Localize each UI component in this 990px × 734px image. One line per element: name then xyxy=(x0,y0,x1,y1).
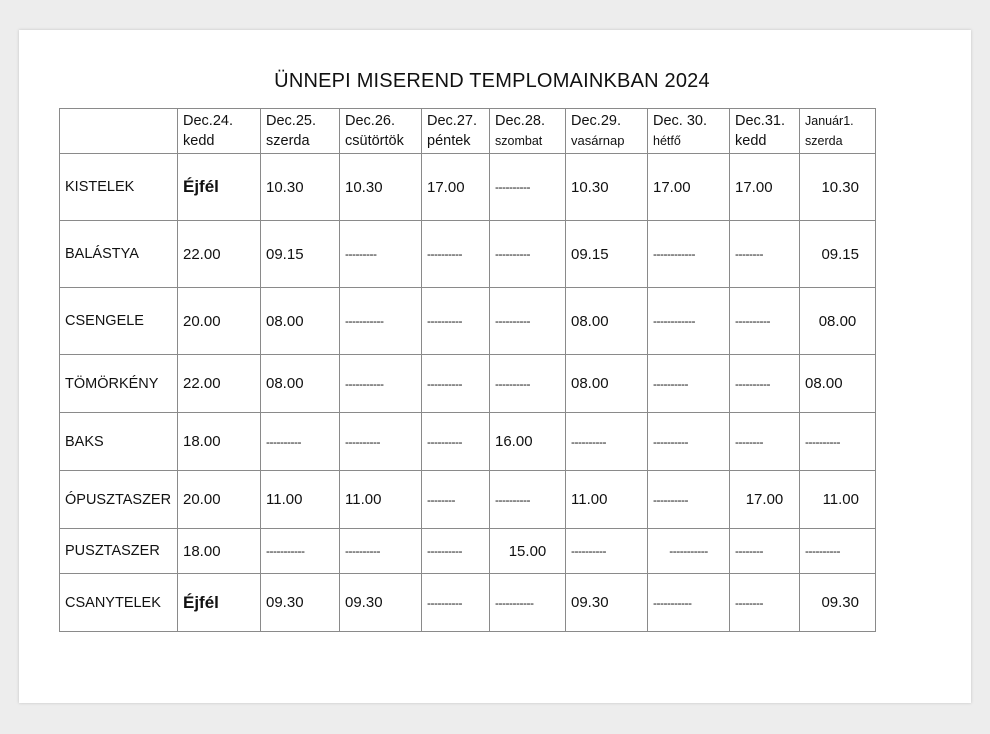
time-cell: ---------- xyxy=(648,413,730,471)
time-cell: 18.00 xyxy=(178,413,261,471)
time-cell: 17.00 xyxy=(730,471,800,529)
time-cell: -------- xyxy=(730,413,800,471)
place-cell: TÖMÖRKÉNY xyxy=(60,355,178,413)
time-cell: ---------- xyxy=(490,221,566,288)
time-cell: ---------- xyxy=(422,413,490,471)
time-cell: -------- xyxy=(730,221,800,288)
header-cell-dec26: Dec.26. csütörtök xyxy=(340,109,422,154)
place-cell: KISTELEK xyxy=(60,154,178,221)
time-cell: ---------- xyxy=(490,288,566,355)
header-row xyxy=(60,109,876,154)
mass-schedule-table xyxy=(59,108,876,632)
place-cell: BAKS xyxy=(60,413,178,471)
time-cell: 22.00 xyxy=(178,221,261,288)
time-cell: ---------- xyxy=(648,471,730,529)
time-cell: ---------- xyxy=(261,413,340,471)
header-cell-dec30: Dec. 30. hétfő xyxy=(648,109,730,154)
time-cell: Éjfél xyxy=(178,574,261,632)
time-cell: ---------- xyxy=(566,413,648,471)
table-row xyxy=(60,471,876,529)
time-cell: ---------- xyxy=(490,471,566,529)
table-row xyxy=(60,221,876,288)
time-cell: ---------- xyxy=(730,355,800,413)
time-cell: 20.00 xyxy=(178,471,261,529)
place-cell: PUSZTASZER xyxy=(60,529,178,574)
time-cell: 08.00 xyxy=(261,355,340,413)
time-cell: 08.00 xyxy=(566,355,648,413)
time-cell: 11.00 xyxy=(800,471,876,529)
time-cell: 15.00 xyxy=(490,529,566,574)
place-cell: ÓPUSZTASZER xyxy=(60,471,178,529)
place-cell: CSENGELE xyxy=(60,288,178,355)
time-cell: 11.00 xyxy=(566,471,648,529)
time-cell: ----------- xyxy=(340,355,422,413)
time-cell: ------------ xyxy=(648,288,730,355)
time-cell: ---------- xyxy=(422,574,490,632)
table-row xyxy=(60,288,876,355)
time-cell: 17.00 xyxy=(648,154,730,221)
time-cell: ---------- xyxy=(340,529,422,574)
header-cell-dec24: Dec.24. kedd xyxy=(178,109,261,154)
table-row xyxy=(60,154,876,221)
header-cell-dec25: Dec.25. szerda xyxy=(261,109,340,154)
time-cell: 16.00 xyxy=(490,413,566,471)
time-cell: 10.30 xyxy=(566,154,648,221)
time-cell: ------------ xyxy=(648,221,730,288)
time-cell: 11.00 xyxy=(261,471,340,529)
time-cell: 11.00 xyxy=(340,471,422,529)
time-cell: 09.30 xyxy=(261,574,340,632)
table-row xyxy=(60,413,876,471)
time-cell: 09.15 xyxy=(566,221,648,288)
time-cell: 09.30 xyxy=(566,574,648,632)
header-cell-jan1: Január1. szerda xyxy=(800,109,876,154)
time-cell: 10.30 xyxy=(800,154,876,221)
time-cell: 10.30 xyxy=(340,154,422,221)
place-cell: CSANYTELEK xyxy=(60,574,178,632)
time-cell: ----------- xyxy=(261,529,340,574)
time-cell: ---------- xyxy=(422,288,490,355)
time-cell: -------- xyxy=(730,529,800,574)
time-cell: 18.00 xyxy=(178,529,261,574)
time-cell: 09.30 xyxy=(340,574,422,632)
time-cell: ---------- xyxy=(566,529,648,574)
header-cell-dec29: Dec.29. vasárnap xyxy=(566,109,648,154)
time-cell: ----------- xyxy=(648,574,730,632)
time-cell: 17.00 xyxy=(422,154,490,221)
place-cell: BALÁSTYA xyxy=(60,221,178,288)
time-cell: Éjfél xyxy=(178,154,261,221)
time-cell: 08.00 xyxy=(800,288,876,355)
header-cell-dec28: Dec.28. szombat xyxy=(490,109,566,154)
time-cell: ---------- xyxy=(340,413,422,471)
time-cell: 10.30 xyxy=(261,154,340,221)
time-cell: ---------- xyxy=(422,221,490,288)
time-cell: 09.15 xyxy=(261,221,340,288)
page-title: ÜNNEPI MISEREND TEMPLOMAINKBAN 2024 xyxy=(274,70,710,92)
header-cell-dec27: Dec.27. péntek xyxy=(422,109,490,154)
time-cell: 20.00 xyxy=(178,288,261,355)
time-cell: 08.00 xyxy=(261,288,340,355)
table-row xyxy=(60,355,876,413)
time-cell: 08.00 xyxy=(566,288,648,355)
time-cell: ----------- xyxy=(490,574,566,632)
time-cell: ----------- xyxy=(340,288,422,355)
time-cell: 09.15 xyxy=(800,221,876,288)
time-cell: ---------- xyxy=(490,355,566,413)
header-cell-place xyxy=(60,109,178,154)
time-cell: ---------- xyxy=(800,529,876,574)
document-page xyxy=(19,30,971,703)
time-cell: ---------- xyxy=(730,288,800,355)
time-cell: ---------- xyxy=(422,529,490,574)
time-cell: 08.00 xyxy=(800,355,876,413)
time-cell: ---------- xyxy=(490,154,566,221)
time-cell: --------- xyxy=(340,221,422,288)
table-row xyxy=(60,529,876,574)
time-cell: ----------- xyxy=(648,529,730,574)
header-cell-dec31: Dec.31. kedd xyxy=(730,109,800,154)
table-row xyxy=(60,574,876,632)
time-cell: ---------- xyxy=(422,355,490,413)
time-cell: ---------- xyxy=(648,355,730,413)
time-cell: 22.00 xyxy=(178,355,261,413)
time-cell: -------- xyxy=(422,471,490,529)
time-cell: ---------- xyxy=(800,413,876,471)
time-cell: 09.30 xyxy=(800,574,876,632)
time-cell: -------- xyxy=(730,574,800,632)
time-cell: 17.00 xyxy=(730,154,800,221)
